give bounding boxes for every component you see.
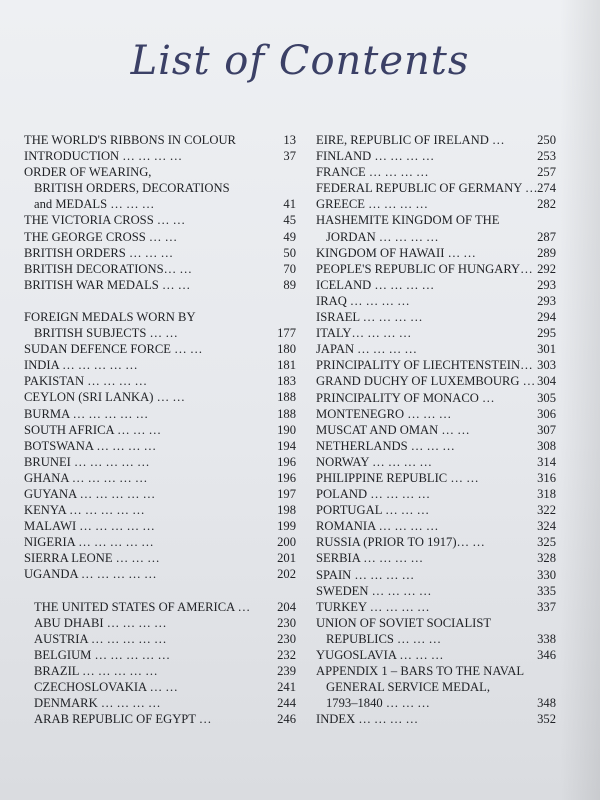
entry-title: ROMANIA … … … … (316, 519, 439, 534)
entry-title: GREECE … … … … (316, 197, 428, 212)
entry-title: FEDERAL REPUBLIC OF GERMANY … (316, 181, 538, 196)
contents-entry (24, 534, 296, 550)
entry-page-number: 241 (277, 680, 296, 694)
contents-entry (24, 502, 296, 518)
entry-page-number: 232 (277, 647, 296, 662)
entry-page-number: 257 (537, 165, 556, 180)
contents-entry (24, 422, 296, 438)
contents-entry (316, 422, 556, 438)
contents-entry (24, 164, 296, 180)
contents-entry (24, 518, 296, 534)
entry-page-number: 325 (537, 535, 556, 550)
entry-title: BELGIUM … … … … … (34, 647, 171, 662)
contents-entry (24, 341, 296, 357)
contents-entry (24, 615, 296, 631)
contents-entry (316, 631, 556, 647)
entry-page-number: 295 (537, 326, 556, 341)
entry-page-number: 230 (277, 615, 296, 630)
contents-entry (316, 309, 556, 325)
contents-entry (316, 550, 556, 566)
entry-page-number: 307 (537, 422, 556, 437)
contents-entry (316, 148, 556, 164)
entry-title: PRINCIPALITY OF MONACO … (316, 390, 495, 405)
entry-page-number: 304 (537, 374, 556, 389)
contents-entry (316, 390, 556, 406)
entry-page-number: 230 (277, 631, 296, 646)
entry-title: THE WORLD'S RIBBONS IN COLOUR (24, 133, 236, 147)
entry-title: SOUTH AFRICA … … … (24, 422, 162, 437)
entry-title: INTRODUCTION … … … … (24, 149, 183, 164)
entry-page-number: 287 (537, 229, 556, 244)
entry-page-number: 201 (277, 551, 296, 566)
entry-title: ABU DHABI … … … … (34, 615, 167, 630)
entry-title: EIRE, REPUBLIC OF IRELAND … (316, 133, 505, 147)
contents-entry (316, 406, 556, 422)
entry-title: PEOPLE'S REPUBLIC OF HUNGARY… (316, 261, 533, 276)
contents-entry (316, 454, 556, 470)
contents-entry (24, 245, 296, 261)
contents-entry (316, 438, 556, 454)
contents-entry (316, 615, 556, 631)
entry-title: THE GEORGE CROSS … … (24, 229, 178, 244)
entry-title: AUSTRIA … … … … … (34, 631, 167, 646)
entry-title: MONTENEGRO … … … (316, 406, 452, 421)
entry-page-number: 328 (537, 551, 556, 566)
entry-title: ICELAND … … … … (316, 277, 435, 292)
entry-title: APPENDIX 1 – BARS TO THE NAVAL (316, 664, 525, 679)
contents-entry (316, 341, 556, 357)
contents-entry (24, 695, 296, 711)
entry-page-number: 274 (537, 181, 556, 196)
entry-title: SERBIA … … … … (316, 551, 424, 566)
contents-entry (24, 373, 296, 389)
entry-page-number: 183 (277, 374, 296, 389)
entry-page-number: 180 (277, 342, 296, 357)
entry-page-number: 322 (537, 503, 556, 518)
contents-entry (24, 229, 296, 245)
contents-entry (316, 583, 556, 599)
entry-title: PRINCIPALITY OF LIECHTENSTEIN… (316, 358, 533, 373)
entry-page-number: 37 (283, 149, 296, 164)
entry-page-number: 181 (277, 358, 296, 373)
entry-page-number: 348 (537, 696, 556, 711)
entry-title: ITALY… … … … (316, 326, 412, 341)
contents-entry (316, 518, 556, 534)
contents-entry (316, 567, 556, 583)
entry-page-number: 196 (277, 470, 296, 485)
contents-entry (24, 711, 296, 727)
entry-title: INDIA … … … … … (24, 358, 138, 373)
entry-title: SIERRA LEONE … … … (24, 551, 160, 566)
entry-title: JORDAN … … … … (326, 229, 439, 244)
entry-page-number: 337 (537, 599, 556, 614)
entry-page-number: 293 (537, 277, 556, 292)
entry-title: UNION OF SOVIET SOCIALIST (316, 615, 492, 630)
contents-entry (24, 212, 296, 228)
entry-title: GHANA … … … … … (24, 470, 148, 485)
contents-entry (24, 486, 296, 502)
entry-page-number: 13 (283, 133, 296, 147)
contents-entry (316, 695, 556, 711)
entry-title: CZECHOSLOVAKIA … … (34, 680, 178, 694)
entry-title: SWEDEN … … … … (316, 583, 432, 598)
entry-title: KINGDOM OF HAWAII … … (316, 245, 476, 260)
contents-entry (24, 550, 296, 566)
contents-entry (316, 132, 556, 148)
entry-title: FINLAND … … … … (316, 149, 435, 164)
contents-entry (24, 566, 296, 582)
entry-title: 1793–1840 … … … (326, 696, 430, 711)
entry-page-number: 308 (537, 438, 556, 453)
entry-page-number: 41 (283, 197, 296, 212)
entry-page-number: 200 (277, 535, 296, 550)
entry-title: RUSSIA (PRIOR TO 1917)… … (316, 535, 485, 550)
entry-page-number: 306 (537, 406, 556, 421)
entry-page-number: 352 (537, 712, 556, 727)
entry-page-number: 89 (283, 277, 296, 292)
contents-entry (24, 180, 296, 196)
entry-title: ARAB REPUBLIC OF EGYPT … (34, 712, 212, 727)
entry-title: JAPAN … … … … (316, 342, 418, 357)
entry-title: GUYANA … … … … … (24, 486, 156, 501)
contents-entry (316, 486, 556, 502)
entry-title: MALAWI … … … … … (24, 519, 155, 534)
contents-entry (316, 711, 556, 727)
entry-title: and MEDALS … … … (34, 197, 155, 212)
entry-title: BOTSWANA … … … … (24, 438, 157, 453)
contents-entry (316, 180, 556, 196)
contents-entry (316, 229, 556, 245)
contents-entry (316, 663, 556, 679)
contents-entry (24, 389, 296, 405)
contents-entry (24, 679, 296, 695)
entry-page-number: 199 (277, 519, 296, 534)
entry-page-number: 188 (277, 406, 296, 421)
page-title: List of Contents (130, 38, 470, 84)
contents-column-right (316, 132, 556, 727)
entry-page-number: 196 (277, 454, 296, 469)
entry-page-number: 49 (283, 229, 296, 244)
entry-title: GRAND DUCHY OF LUXEMBOURG … (316, 374, 536, 389)
entry-page-number: 292 (537, 261, 556, 276)
entry-title: BRUNEI … … … … … (24, 454, 150, 469)
entry-title: HASHEMITE KINGDOM OF THE (316, 213, 500, 228)
entry-title: BURMA … … … … … (24, 406, 149, 421)
entry-title: ORDER OF WEARING, (24, 165, 152, 180)
entry-page-number: 324 (537, 519, 556, 534)
entry-page-number: 253 (537, 149, 556, 164)
entry-title: MUSCAT AND OMAN … … (316, 422, 470, 437)
entry-page-number: 303 (537, 358, 556, 373)
contents-entry (24, 325, 296, 341)
entry-title: FOREIGN MEDALS WORN BY (24, 309, 196, 324)
entry-title: CEYLON (SRI LANKA) … … (24, 390, 185, 405)
entry-page-number: 346 (537, 648, 556, 662)
entry-title: NETHERLANDS … … … (316, 438, 455, 453)
entry-page-number: 239 (277, 663, 296, 678)
entry-page-number: 202 (277, 567, 296, 582)
entry-title: FRANCE … … … … (316, 165, 429, 180)
entry-page-number: 294 (537, 310, 556, 325)
entry-title: BRITISH SUBJECTS … … (34, 326, 178, 341)
contents-entry (316, 373, 556, 389)
contents-entry (316, 212, 556, 228)
entry-title: PORTUGAL … … … (316, 503, 430, 518)
entry-title: PHILIPPINE REPUBLIC … … (316, 470, 479, 485)
entry-page-number: 194 (277, 438, 296, 453)
entry-title: BRITISH WAR MEDALS … … (24, 277, 191, 292)
contents-entry (316, 470, 556, 486)
entry-title: YUGOSLAVIA … … … (316, 648, 444, 662)
entry-title: THE VICTORIA CROSS … … (24, 213, 186, 228)
entry-page-number: 314 (537, 454, 556, 469)
contents-entry (316, 679, 556, 695)
contents-entry (24, 406, 296, 422)
contents-entry (316, 293, 556, 309)
entry-title: BRAZIL … … … … … (34, 663, 158, 678)
contents-entry (24, 261, 296, 277)
entry-title: POLAND … … … … (316, 487, 431, 502)
entry-title: INDEX … … … … (316, 712, 419, 727)
entry-title: ISRAEL … … … … (316, 310, 423, 325)
entry-page-number: 198 (277, 503, 296, 518)
contents-entry (316, 164, 556, 180)
entry-page-number: 335 (537, 583, 556, 598)
entry-title: DENMARK … … … … (34, 696, 161, 711)
entry-page-number: 338 (537, 631, 556, 646)
entry-page-number: 190 (277, 422, 296, 437)
contents-entry (24, 309, 296, 325)
contents-entry (24, 647, 296, 663)
contents-entry (24, 196, 296, 212)
entry-page-number: 316 (537, 470, 556, 485)
contents-entry (316, 534, 556, 550)
entry-title: BRITISH ORDERS … … … (24, 245, 174, 260)
entry-page-number: 330 (537, 567, 556, 582)
entry-title: PAKISTAN … … … … (24, 374, 148, 389)
contents-entry (24, 454, 296, 470)
entry-page-number: 289 (537, 245, 556, 260)
contents-column-left (24, 132, 296, 727)
contents-entry (316, 647, 556, 663)
entry-page-number: 305 (537, 390, 556, 405)
entry-page-number: 177 (277, 326, 296, 341)
contents-entry (316, 325, 556, 341)
contents-entry (24, 357, 296, 373)
entry-page-number: 318 (537, 487, 556, 502)
entry-page-number: 293 (537, 293, 556, 308)
entry-title: GENERAL SERVICE MEDAL, (326, 680, 490, 695)
entry-page-number: 301 (537, 342, 556, 357)
entry-page-number: 246 (277, 712, 296, 727)
contents-entry (316, 261, 556, 277)
contents-entry (24, 631, 296, 647)
entry-page-number: 188 (277, 390, 296, 405)
entry-title: UGANDA … … … … … (24, 567, 157, 582)
contents-entry (24, 438, 296, 454)
contents-entry (316, 277, 556, 293)
entry-page-number: 70 (283, 261, 296, 276)
contents-entry (24, 470, 296, 486)
entry-title: SUDAN DEFENCE FORCE … … (24, 342, 203, 357)
entry-title: NIGERIA … … … … … (24, 535, 154, 550)
contents-entry (316, 245, 556, 261)
entry-title: SPAIN … … … … (316, 567, 415, 582)
contents-entry (24, 599, 296, 615)
contents-entry (24, 663, 296, 679)
entry-page-number: 45 (283, 213, 296, 228)
contents-entry (316, 196, 556, 212)
contents-entry (316, 357, 556, 373)
entry-title: IRAQ … … … … (316, 293, 410, 308)
entry-page-number: 250 (537, 133, 556, 147)
entry-title: THE UNITED STATES OF AMERICA … (34, 599, 251, 614)
entry-title: BRITISH DECORATIONS… … (24, 261, 192, 276)
entry-page-number: 50 (283, 245, 296, 260)
contents-entry (24, 148, 296, 164)
entry-title: KENYA … … … … … (24, 503, 145, 518)
contents-entry (24, 132, 296, 148)
contents-entry (24, 277, 296, 293)
entry-title: TURKEY … … … … (316, 599, 430, 614)
entry-page-number: 282 (537, 197, 556, 212)
entry-page-number: 204 (277, 599, 296, 614)
entry-title: REPUBLICS … … … (326, 631, 442, 646)
entry-title: NORWAY … … … … (316, 454, 432, 469)
entry-title: BRITISH ORDERS, DECORATIONS (34, 181, 230, 196)
entry-page-number: 244 (277, 696, 296, 711)
contents-entry (316, 502, 556, 518)
contents-entry (316, 599, 556, 615)
entry-page-number: 197 (277, 486, 296, 501)
